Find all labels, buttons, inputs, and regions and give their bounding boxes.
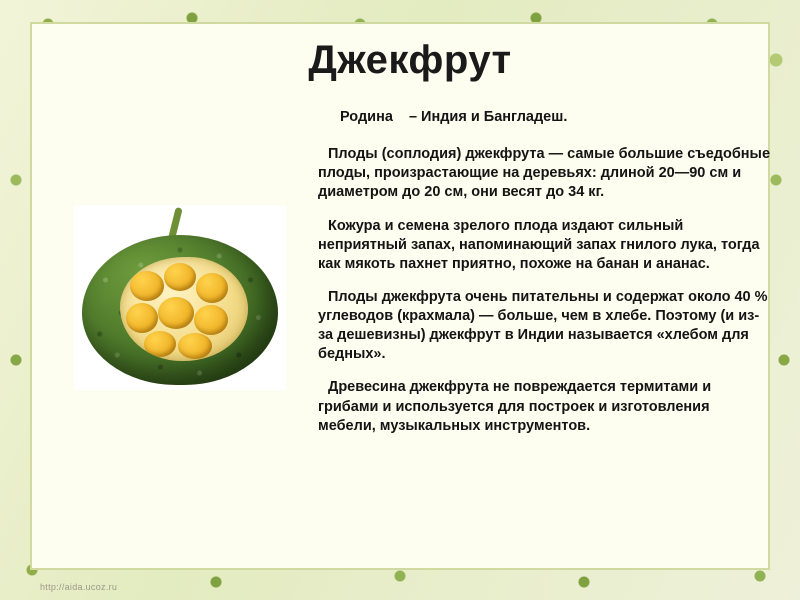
homeland-label: Родина bbox=[340, 109, 393, 125]
fruit-pod bbox=[158, 297, 194, 329]
fruit-pod bbox=[194, 305, 228, 335]
paragraph-1: Плоды (соплодия) джекфрута — самые большие съедобные плоды, произрастающие на деревьях: длиной 20—90 см и диаметром до 20 см, они весят до 34 кг. bbox=[318, 146, 771, 201]
homeland-line bbox=[340, 108, 770, 127]
paragraph-3: Плоды джекфрута очень питательны и содержат около 40 % углеводов (крахмала) — больше, чем в хлебе. Поэтому (и из-за дешевизны) джекфрут в Индии называется «хлебом для бедных». bbox=[318, 288, 768, 363]
fruit-pod bbox=[164, 263, 196, 291]
paragraph-4: Древесина джекфрута не повреждается термитами и грибами и используется для построек и изготовления мебели, музыкальных инструментов. bbox=[318, 379, 712, 434]
jackfruit-illustration bbox=[74, 205, 286, 390]
fruit-pod bbox=[178, 333, 212, 359]
fruit-cut-face bbox=[120, 257, 248, 361]
jackfruit-image bbox=[74, 205, 286, 390]
fruit-pod bbox=[144, 331, 176, 357]
page-title: Джекфрут bbox=[308, 38, 512, 82]
footer-url: http://aida.ucoz.ru bbox=[40, 582, 118, 592]
paragraph-2: Кожура и семена зрелого плода издают сильный неприятный запах, напоминающий запах гнилого лука, тогда как мякоть пахнет приятно, похоже на банан и ананас. bbox=[318, 217, 760, 272]
fruit-pod bbox=[130, 271, 164, 301]
fruit-pod bbox=[126, 303, 158, 333]
fruit-pod bbox=[196, 273, 228, 303]
body-text bbox=[318, 108, 770, 450]
homeland-value: – Индия и Бангладеш. bbox=[408, 109, 568, 125]
